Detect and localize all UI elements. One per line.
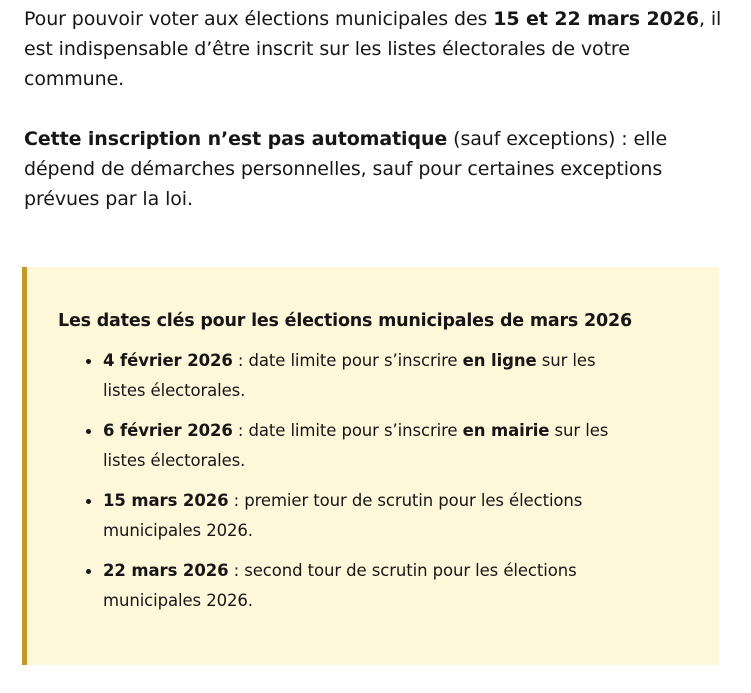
list-item-date: 4 février 2026 bbox=[103, 351, 233, 370]
list-item bbox=[80, 486, 640, 546]
list-item-text: : date limite pour s’inscrire bbox=[232, 351, 463, 370]
list-item-date: 6 février 2026 bbox=[103, 421, 233, 440]
list-item bbox=[80, 346, 640, 406]
list-item-text: sur les listes électorales. bbox=[103, 421, 609, 470]
not-automatic-bold: Cette inscription n’est pas automatique bbox=[24, 128, 448, 150]
list-item-emphasis: en ligne bbox=[462, 351, 537, 370]
list-item-date: 15 mars 2026 bbox=[103, 491, 229, 510]
intro-paragraph-2 bbox=[24, 124, 724, 214]
list-item-emphasis: en mairie bbox=[462, 421, 550, 440]
intro-text: , il est indispensable d’être inscrit sur les listes électorales de votre commune. bbox=[24, 8, 722, 90]
list-item-text: sur les listes électorales. bbox=[103, 351, 596, 400]
bullet-icon bbox=[86, 499, 91, 504]
bullet-icon bbox=[86, 359, 91, 364]
intro-text: Pour pouvoir voter aux élections municipales des bbox=[24, 8, 494, 30]
list-item-text: : premier tour de scrutin pour les élections municipales 2026. bbox=[103, 491, 583, 540]
list-item bbox=[80, 556, 640, 616]
list-item-text: : second tour de scrutin pour les élections municipales 2026. bbox=[103, 561, 577, 610]
list-item-date: 22 mars 2026 bbox=[103, 561, 229, 580]
list-item bbox=[80, 416, 640, 476]
callout-title: Les dates clés pour les élections municipales de mars 2026 bbox=[58, 311, 632, 331]
key-dates-list bbox=[80, 346, 640, 626]
article-body bbox=[24, 4, 724, 214]
intro-paragraph-1 bbox=[24, 4, 724, 94]
intro-text: (sauf exceptions) : elle dépend de démarches personnelles, sauf pour certaines exceptions prévues par la loi. bbox=[24, 128, 668, 210]
list-item-text: : date limite pour s’inscrire bbox=[232, 421, 463, 440]
bullet-icon bbox=[86, 429, 91, 434]
election-dates-bold: 15 et 22 mars 2026 bbox=[493, 8, 699, 30]
bullet-icon bbox=[86, 569, 91, 574]
